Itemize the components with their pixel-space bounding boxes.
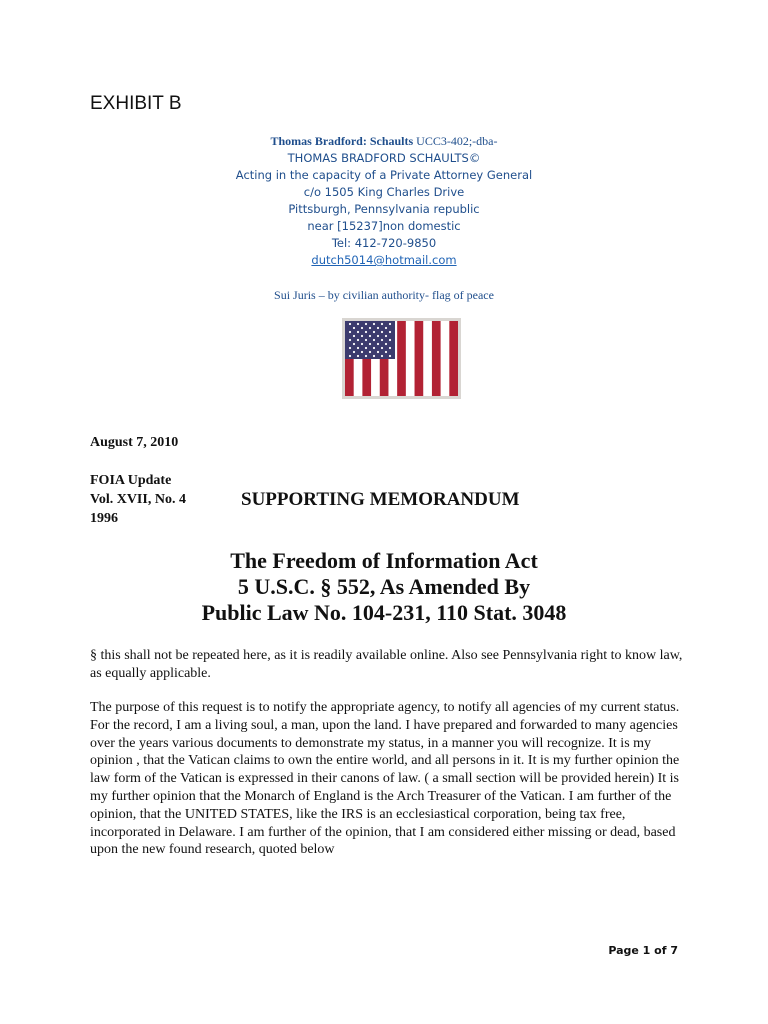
page-current: 1 bbox=[642, 944, 651, 957]
sender-address-street: c/o 1505 King Charles Drive bbox=[303, 185, 465, 199]
flag-star bbox=[389, 331, 391, 333]
page-total: 7 bbox=[670, 944, 678, 957]
sender-header bbox=[0, 133, 768, 269]
title-line-2: 5 U.S.C. § 552, As Amended By bbox=[237, 574, 531, 599]
foia-reference bbox=[90, 471, 186, 528]
flag-star bbox=[349, 347, 351, 349]
letter-date: August 7, 2010 bbox=[90, 435, 179, 450]
flag-star bbox=[365, 347, 367, 349]
memo-heading: SUPPORTING MEMORANDUM bbox=[241, 489, 520, 510]
flag-stripe bbox=[432, 321, 441, 396]
flag-star bbox=[365, 331, 367, 333]
flag-star bbox=[377, 351, 379, 353]
flag-stripe bbox=[449, 321, 458, 396]
flag-star bbox=[385, 335, 387, 337]
flag-star bbox=[389, 339, 391, 341]
flag-star bbox=[369, 327, 371, 329]
flag-star bbox=[365, 339, 367, 341]
page-label: Page bbox=[608, 944, 643, 957]
page-of-label: of bbox=[650, 944, 671, 957]
title-line-1: The Freedom of Information Act bbox=[230, 548, 538, 573]
us-flag-icon bbox=[342, 318, 461, 399]
sender-address-city: Pittsburgh, Pennsylvania republic bbox=[288, 202, 480, 216]
foia-update-label: FOIA Update bbox=[90, 473, 172, 488]
paragraph-1: § this shall not be repeated here, as it is readily available online. Also see Pennsylvania right to know law, as equally applicable. bbox=[90, 648, 683, 681]
flag-star bbox=[389, 323, 391, 325]
flag-star bbox=[353, 351, 355, 353]
flag-star bbox=[353, 343, 355, 345]
sender-dba-name: THOMAS BRADFORD SCHAULTS© bbox=[287, 151, 481, 165]
flag-star bbox=[361, 327, 363, 329]
sender-capacity: Acting in the capacity of a Private Attorney General bbox=[235, 168, 533, 182]
flag-star bbox=[385, 351, 387, 353]
flag-star bbox=[361, 351, 363, 353]
flag-star bbox=[377, 327, 379, 329]
flag-star bbox=[365, 355, 367, 357]
sender-phone: Tel: 412-720-9850 bbox=[331, 236, 437, 250]
flag-star bbox=[353, 335, 355, 337]
flag-star bbox=[373, 355, 375, 357]
flag-star bbox=[353, 327, 355, 329]
flag-star bbox=[385, 327, 387, 329]
flag-star bbox=[349, 355, 351, 357]
sender-name: Thomas Bradford: Schaults bbox=[270, 134, 414, 148]
flag-star bbox=[381, 347, 383, 349]
flag-star bbox=[377, 335, 379, 337]
flag-star bbox=[357, 339, 359, 341]
flag-star bbox=[369, 343, 371, 345]
flag-star bbox=[357, 331, 359, 333]
flag-star bbox=[357, 323, 359, 325]
flag-star bbox=[377, 343, 379, 345]
flag-star bbox=[369, 351, 371, 353]
flag-star bbox=[349, 331, 351, 333]
flag-stripe bbox=[397, 321, 406, 396]
flag-star bbox=[389, 347, 391, 349]
flag-star bbox=[385, 343, 387, 345]
sender-name-line bbox=[0, 133, 768, 150]
flag-star bbox=[349, 323, 351, 325]
foia-year: 1996 bbox=[90, 511, 118, 526]
flag-star bbox=[349, 339, 351, 341]
flag-star bbox=[357, 347, 359, 349]
paragraph-2: The purpose of this request is to notify the appropriate agency, to notify all agencies of my current status. For the record, I am a living soul, a man, upon the land. I have prepared and forwarded to many agencies over the years various documents to demonstrate my status, in a manner you will recognize. It is my opinion , that the Vatican claims to own the entire world, and all persons in it. It is my further opinion the law form of the Vatican is expressed in their canons of law. ( a small section will be provided herein) It is my further opinion that the Monarch of England is the Arch Treasurer of the Vatican. I am further of the opinion, that the UNITED STATES, like the IRS is an ecclesiastical corporation, being tax free, incorporated in Delaware. I am further of the opinion, that I am considered either missing or dead, based upon the new found research, quoted below bbox=[90, 700, 680, 858]
sender-name-suffix: UCC3-402;-dba- bbox=[413, 134, 498, 148]
sender-email-link[interactable]: dutch5014@hotmail.com bbox=[311, 253, 457, 267]
flag-star bbox=[373, 323, 375, 325]
document-title bbox=[0, 548, 768, 626]
flag-star bbox=[381, 323, 383, 325]
flag-star bbox=[361, 343, 363, 345]
flag-star bbox=[381, 339, 383, 341]
sui-juris-line: Sui Juris – by civilian authority- flag of peace bbox=[274, 288, 494, 302]
flag-star bbox=[357, 355, 359, 357]
page-number bbox=[608, 944, 678, 957]
flag-star bbox=[369, 335, 371, 337]
flag-star bbox=[389, 355, 391, 357]
flag-stripe bbox=[415, 321, 424, 396]
flag-star bbox=[373, 339, 375, 341]
foia-volume: Vol. XVII, No. 4 bbox=[90, 492, 186, 507]
flag-star bbox=[373, 347, 375, 349]
flag-star bbox=[373, 331, 375, 333]
flag-star bbox=[381, 331, 383, 333]
flag-star bbox=[361, 335, 363, 337]
title-line-3: Public Law No. 104-231, 110 Stat. 3048 bbox=[201, 600, 567, 625]
flag-star bbox=[365, 323, 367, 325]
sender-address-zip: near [15237]non domestic bbox=[307, 219, 461, 233]
exhibit-label: EXHIBIT B bbox=[90, 93, 182, 114]
flag-star bbox=[381, 355, 383, 357]
